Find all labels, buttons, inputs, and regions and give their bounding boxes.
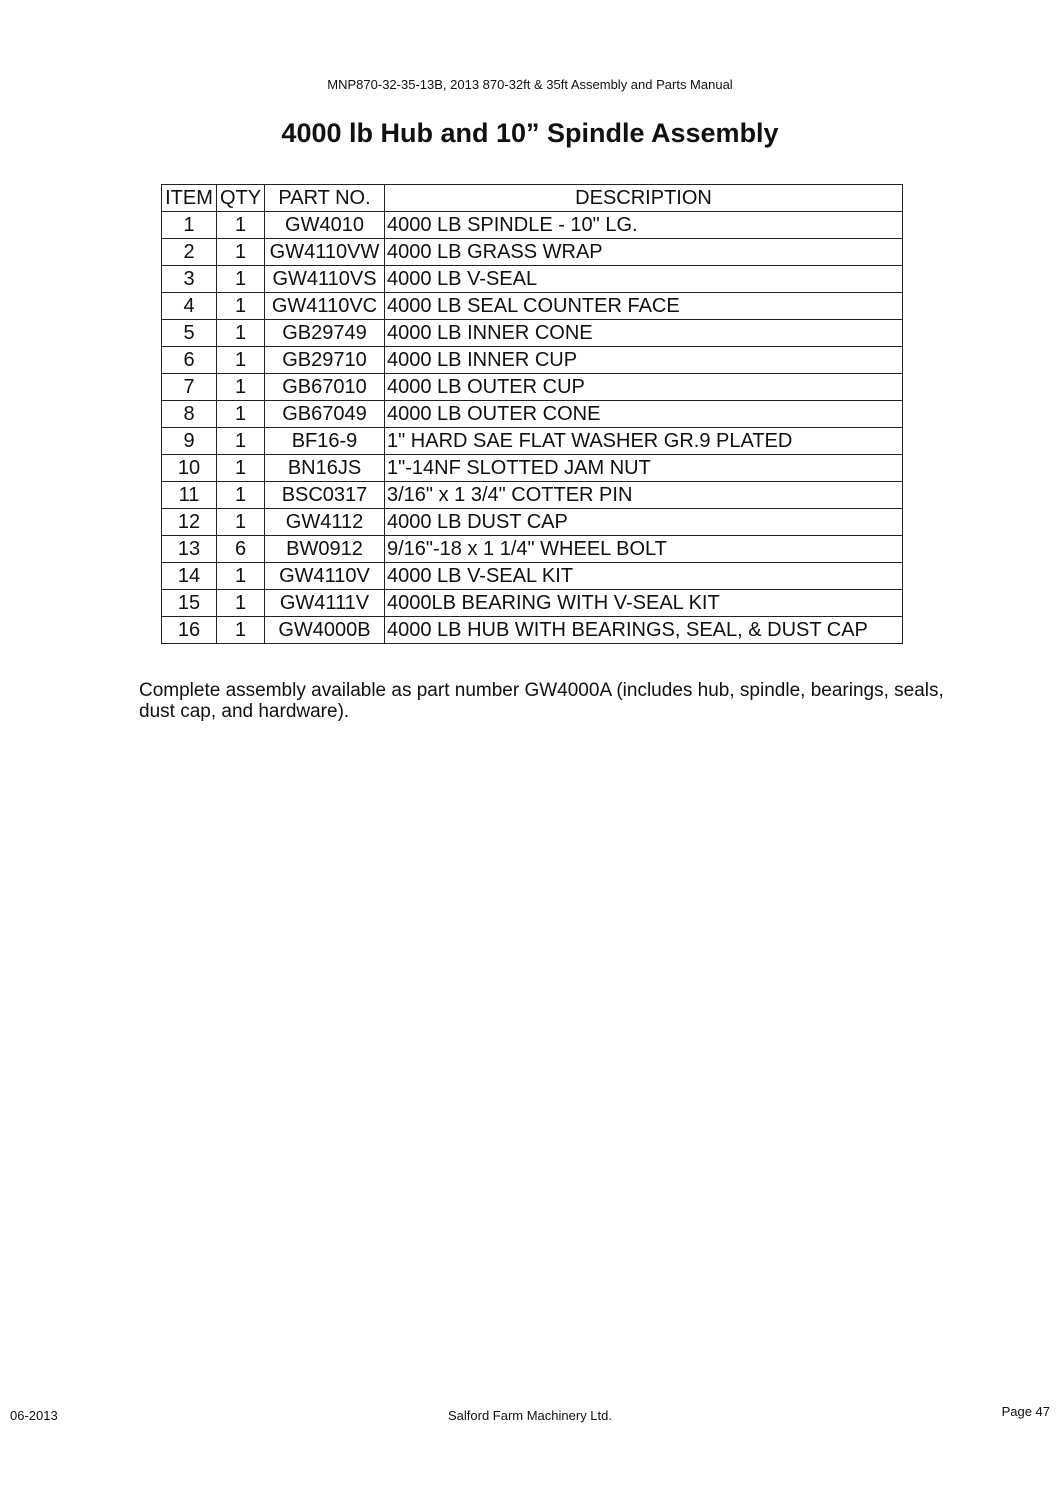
cell-description: 4000 LB V-SEAL KIT: [385, 563, 903, 590]
cell-description: 1" HARD SAE FLAT WASHER GR.9 PLATED: [385, 428, 903, 455]
cell-description: 4000 LB SEAL COUNTER FACE: [385, 293, 903, 320]
cell-part-no: BSC0317: [265, 482, 385, 509]
cell-qty: 1: [217, 617, 265, 644]
table-row: [162, 455, 903, 482]
table-row: [162, 536, 903, 563]
cell-qty: 1: [217, 482, 265, 509]
cell-item: 8: [162, 401, 217, 428]
cell-description: 1"-14NF SLOTTED JAM NUT: [385, 455, 903, 482]
cell-description: 9/16"-18 x 1 1/4" WHEEL BOLT: [385, 536, 903, 563]
cell-part-no: GW4110VC: [265, 293, 385, 320]
cell-qty: 1: [217, 455, 265, 482]
cell-item: 16: [162, 617, 217, 644]
cell-item: 1: [162, 212, 217, 239]
cell-description: 4000 LB V-SEAL: [385, 266, 903, 293]
cell-part-no: BN16JS: [265, 455, 385, 482]
cell-qty: 1: [217, 239, 265, 266]
cell-description: 4000 LB HUB WITH BEARINGS, SEAL, & DUST CAP: [385, 617, 903, 644]
cell-item: 3: [162, 266, 217, 293]
cell-qty: 1: [217, 320, 265, 347]
footer-company: Salford Farm Machinery Ltd.: [447, 1408, 612, 1423]
cell-part-no: GW4110VW: [265, 239, 385, 266]
cell-description: 4000 LB INNER CONE: [385, 320, 903, 347]
cell-item: 7: [162, 374, 217, 401]
cell-part-no: GW4111V: [265, 590, 385, 617]
cell-part-no: GW4110VS: [265, 266, 385, 293]
cell-qty: 1: [217, 266, 265, 293]
cell-description: 4000 LB OUTER CONE: [385, 401, 903, 428]
cell-description: 4000LB BEARING WITH V-SEAL KIT: [385, 590, 903, 617]
cell-part-no: GW4110V: [265, 563, 385, 590]
column-header-qty: QTY: [217, 185, 265, 212]
table-row: [162, 320, 903, 347]
table-row: [162, 563, 903, 590]
page-title: 4000 lb Hub and 10” Spindle Assembly: [281, 118, 779, 148]
cell-part-no: GB29710: [265, 347, 385, 374]
cell-qty: 1: [217, 293, 265, 320]
cell-description: 4000 LB SPINDLE - 10" LG.: [385, 212, 903, 239]
assembly-note: Complete assembly available as part number GW4000A (includes hub, spindle, bearings, seals, dust cap, and hardware).: [139, 680, 944, 722]
table-row: [162, 347, 903, 374]
footer-page-number: Page 47: [1001, 1404, 1050, 1419]
cell-item: 13: [162, 536, 217, 563]
cell-item: 9: [162, 428, 217, 455]
cell-part-no: GB67010: [265, 374, 385, 401]
table-row: [162, 266, 903, 293]
cell-part-no: GW4010: [265, 212, 385, 239]
table-row: [162, 482, 903, 509]
cell-description: 4000 LB DUST CAP: [385, 509, 903, 536]
table-row: [162, 212, 903, 239]
manual-header: MNP870-32-35-13B, 2013 870-32ft & 35ft Assembly and Parts Manual: [327, 77, 733, 92]
cell-item: 11: [162, 482, 217, 509]
footer-date: 06-2013: [10, 1408, 58, 1423]
cell-description: 4000 LB GRASS WRAP: [385, 239, 903, 266]
cell-qty: 6: [217, 536, 265, 563]
column-header-part-no: PART NO.: [265, 185, 385, 212]
parts-table-body: [162, 212, 903, 644]
column-header-item: ITEM: [162, 185, 217, 212]
table-row: [162, 509, 903, 536]
cell-qty: 1: [217, 509, 265, 536]
cell-qty: 1: [217, 563, 265, 590]
cell-description: 4000 LB INNER CUP: [385, 347, 903, 374]
cell-qty: 1: [217, 212, 265, 239]
cell-item: 15: [162, 590, 217, 617]
cell-item: 10: [162, 455, 217, 482]
cell-part-no: BF16-9: [265, 428, 385, 455]
cell-qty: 1: [217, 374, 265, 401]
cell-item: 2: [162, 239, 217, 266]
cell-item: 4: [162, 293, 217, 320]
cell-part-no: BW0912: [265, 536, 385, 563]
cell-item: 6: [162, 347, 217, 374]
cell-item: 14: [162, 563, 217, 590]
cell-part-no: GB67049: [265, 401, 385, 428]
cell-description: 3/16" x 1 3/4" COTTER PIN: [385, 482, 903, 509]
cell-qty: 1: [217, 590, 265, 617]
cell-item: 12: [162, 509, 217, 536]
cell-qty: 1: [217, 401, 265, 428]
table-row: [162, 590, 903, 617]
table-row: [162, 239, 903, 266]
table-header-row: [162, 185, 903, 212]
column-header-description: DESCRIPTION: [385, 185, 903, 212]
cell-part-no: GW4112: [265, 509, 385, 536]
cell-qty: 1: [217, 428, 265, 455]
cell-part-no: GB29749: [265, 320, 385, 347]
table-row: [162, 401, 903, 428]
table-row: [162, 374, 903, 401]
cell-qty: 1: [217, 347, 265, 374]
table-row: [162, 293, 903, 320]
table-row: [162, 617, 903, 644]
cell-item: 5: [162, 320, 217, 347]
cell-part-no: GW4000B: [265, 617, 385, 644]
table-row: [162, 428, 903, 455]
cell-description: 4000 LB OUTER CUP: [385, 374, 903, 401]
parts-table: [161, 184, 903, 644]
